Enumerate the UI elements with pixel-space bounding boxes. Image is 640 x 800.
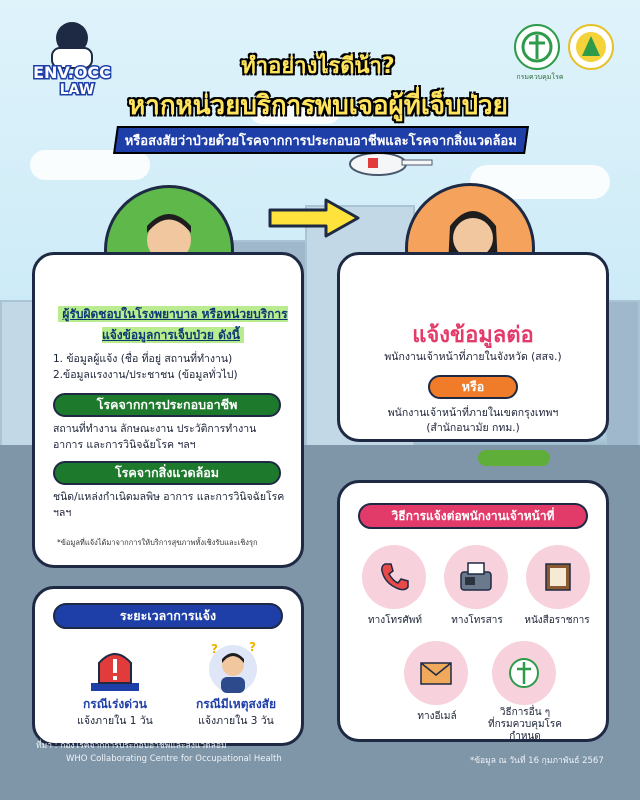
- report-data-card: [32, 252, 304, 568]
- source-line2: WHO Collaborating Centre for Occupational Health: [66, 754, 282, 764]
- source-line1: ที่มา : กองโรคจากการประกอบอาชีพและสิ่งแวดล้อม: [36, 741, 227, 751]
- brand-line1: ENV.OCC: [33, 63, 111, 82]
- method-label: ทางโทรสาร: [451, 615, 503, 626]
- env-disease-badge: โรคจากสิ่งแวดล้อม: [53, 461, 281, 485]
- phone-icon: [362, 545, 426, 609]
- emblem-icon: [568, 24, 614, 70]
- method-label: ที่กรมควบคุมโรค: [488, 719, 562, 730]
- ddc-logo-icon: [514, 24, 560, 70]
- timing-title: ระยะเวลาการแจ้ง: [53, 603, 283, 629]
- title-block: [118, 48, 518, 126]
- report-items: [53, 351, 297, 383]
- ddc-logo-icon: [492, 641, 556, 705]
- forward-line1: พนักงานเจ้าหน้าที่ภายในจังหวัด (สสจ.): [384, 351, 562, 363]
- document-icon: [526, 545, 590, 609]
- list-item: 2.ข้อมูลแรงงาน/ประชาชน (ข้อมูลทั่วไป): [53, 369, 238, 381]
- method-label: กำหนด: [509, 731, 541, 742]
- arrow-right-icon: [268, 198, 360, 238]
- report-heading: ผู้รับผิดชอบในโรงพยาบาล หรือหน่วยบริการ แจ้งข้อมูลการเจ็บป่วย ดังนี้: [58, 306, 287, 343]
- env-disease-text: ชนิด/แหล่งกำเนิดมลพิษ อาการ และการวินิจฉัยโรค ฯลฯ: [53, 491, 285, 519]
- method-label: ทางอีเมล์: [417, 711, 457, 722]
- forward-line2a: พนักงานเจ้าหน้าที่ภายในเขตกรุงเทพฯ: [387, 407, 559, 419]
- siren-icon: [85, 643, 145, 693]
- method-label: หนังสือราชการ: [524, 615, 590, 626]
- footnote: *ข้อมูลที่แจ้งได้มาจากการให้บริการสุขภาพทั้งเชิงรับและเชิงรุก: [57, 538, 258, 547]
- source-note: [36, 740, 282, 766]
- page-title-line2: หากหน่วยบริการพบเจอผู้ที่เจ็บป่วย: [128, 91, 508, 121]
- method-label-other: [470, 707, 580, 743]
- occ-disease-badge: โรคจากการประกอบอาชีพ: [53, 393, 281, 417]
- notify-timing-card: [32, 586, 304, 746]
- hedge: [478, 450, 550, 466]
- forward-info-card: [337, 252, 609, 442]
- urgent-title: กรณีเร่งด่วน: [83, 697, 147, 711]
- forward-line2b: (สำนักอนามัย กทม.): [426, 422, 520, 434]
- email-icon: [404, 641, 468, 705]
- urgent-time: แจ้งภายใน 1 วัน: [77, 715, 153, 727]
- method-label: วิธีการอื่น ๆ: [499, 707, 551, 718]
- method-label: ทางโทรศัพท์: [368, 615, 422, 626]
- dept-label: กรมควบคุมโรค: [516, 73, 564, 81]
- page-title-line1: ทำอย่างไรดีน้า?: [241, 54, 395, 79]
- forward-title: แจ้งข้อมูลต่อ: [412, 323, 534, 348]
- confused-person-icon: [203, 639, 263, 695]
- page-subtitle: [113, 126, 529, 154]
- data-date-note: *ข้อมูล ณ วันที่ 16 กุมภาพันธ์ 2567: [470, 756, 604, 766]
- suspect-title: กรณีมีเหตุสงสัย: [195, 697, 277, 711]
- suspect-time: แจ้งภายใน 3 วัน: [198, 715, 274, 727]
- page-subtitle-text: หรือสงสัยว่าป่วยด้วยโรคจากการประกอบอาชีพและโรคจากสิ่งแวดล้อม: [124, 134, 517, 149]
- methods-title: วิธีการแจ้งต่อพนักงานเจ้าหน้าที่: [358, 503, 588, 529]
- brand-line2: LAW: [59, 82, 95, 98]
- fax-icon: [444, 545, 508, 609]
- svg-text:?: ?: [249, 640, 256, 654]
- list-item: 1. ข้อมูลผู้แจ้ง (ชื่อ ที่อยู่ สถานที่ทำงาน): [53, 353, 233, 365]
- or-badge: หรือ: [428, 375, 518, 399]
- envocc-law-logo: [22, 20, 122, 98]
- svg-text:?: ?: [211, 642, 218, 656]
- notify-methods-card: [337, 480, 609, 742]
- occ-disease-text: สถานที่ทำงาน ลักษณะงาน ประวัติการทำงาน อาการ และการวินิจฉัยโรค ฯลฯ: [53, 423, 257, 451]
